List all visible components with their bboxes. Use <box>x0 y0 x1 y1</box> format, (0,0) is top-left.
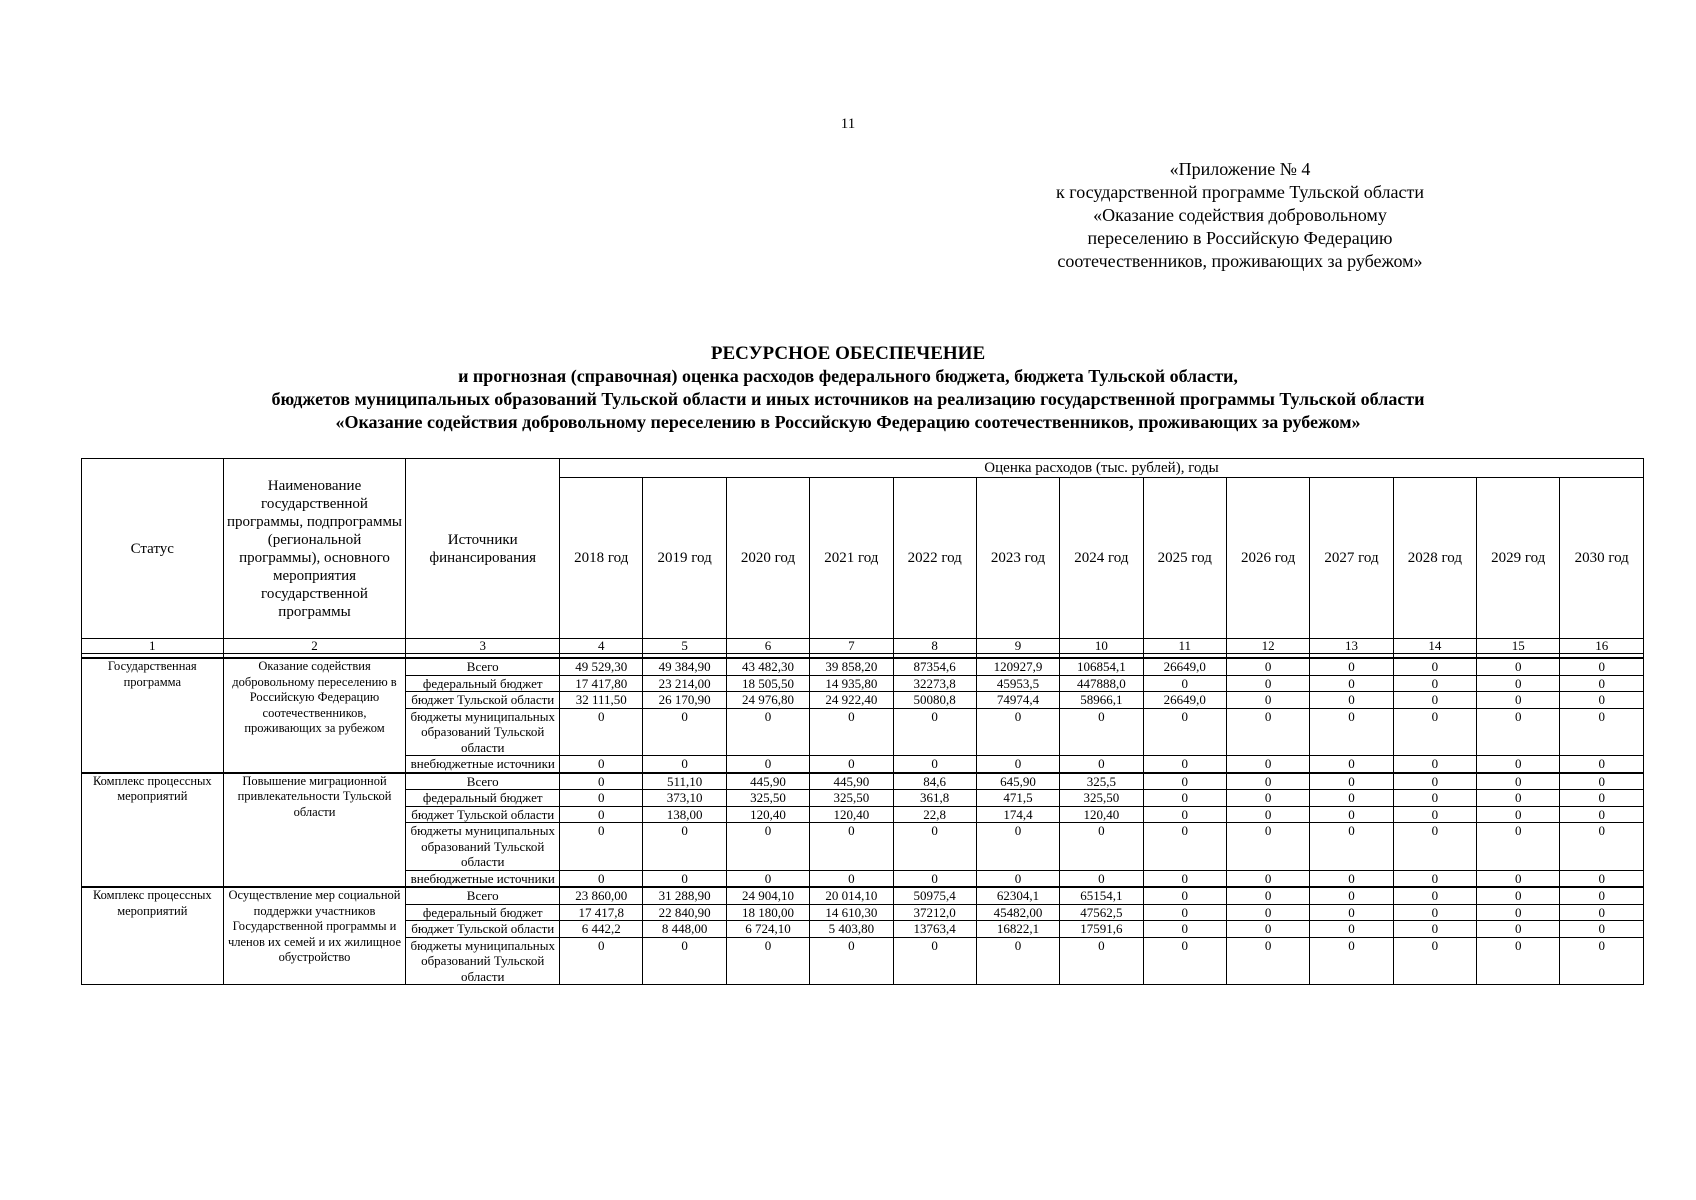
value-cell: 0 <box>1143 870 1226 887</box>
value-cell: 23 860,00 <box>560 887 643 904</box>
source-cell: Всего <box>406 773 560 790</box>
value-cell: 6 442,2 <box>560 921 643 938</box>
column-number: 5 <box>643 639 726 654</box>
value-cell: 445,90 <box>726 773 809 790</box>
value-cell: 106854,1 <box>1060 658 1143 675</box>
value-cell: 325,50 <box>726 790 809 807</box>
value-cell: 39 858,20 <box>810 658 893 675</box>
value-cell: 0 <box>1143 904 1226 921</box>
value-cell: 0 <box>1477 921 1560 938</box>
value-cell: 447888,0 <box>1060 675 1143 692</box>
value-cell: 120927,9 <box>976 658 1059 675</box>
value-cell: 26649,0 <box>1143 692 1226 709</box>
source-cell: федеральный бюджет <box>406 904 560 921</box>
value-cell: 0 <box>1060 708 1143 756</box>
value-cell: 0 <box>1477 823 1560 871</box>
header-estimate: Оценка расходов (тыс. рублей), годы <box>560 459 1644 478</box>
value-cell: 0 <box>893 708 976 756</box>
source-cell: федеральный бюджет <box>406 790 560 807</box>
value-cell: 18 505,50 <box>726 675 809 692</box>
table-row <box>82 658 1644 675</box>
value-cell: 5 403,80 <box>810 921 893 938</box>
value-cell: 0 <box>1560 870 1644 887</box>
appendix-line: соотечественников, проживающих за рубежом» <box>1057 251 1423 271</box>
value-cell: 0 <box>1393 937 1476 985</box>
value-cell: 0 <box>1477 756 1560 773</box>
value-cell: 22 840,90 <box>643 904 726 921</box>
resource-table <box>81 458 1644 985</box>
value-cell: 0 <box>1060 756 1143 773</box>
value-cell: 14 935,80 <box>810 675 893 692</box>
value-cell: 0 <box>1143 937 1226 985</box>
header-year: 2019 год <box>643 478 726 639</box>
value-cell: 120,40 <box>1060 806 1143 823</box>
header-name: Наименование государственной программы, подпрограммы (региональной программы), основного мероприятия государственной программы <box>223 459 406 639</box>
value-cell: 0 <box>1393 823 1476 871</box>
value-cell: 0 <box>1226 773 1309 790</box>
value-cell: 645,90 <box>976 773 1059 790</box>
value-cell: 0 <box>1393 773 1476 790</box>
value-cell: 138,00 <box>643 806 726 823</box>
value-cell: 20 014,10 <box>810 887 893 904</box>
value-cell: 0 <box>726 937 809 985</box>
source-cell: бюджет Тульской области <box>406 692 560 709</box>
title-main: РЕСУРСНОЕ ОБЕСПЕЧЕНИЕ <box>710 343 986 364</box>
value-cell: 0 <box>976 708 1059 756</box>
value-cell: 0 <box>1477 773 1560 790</box>
value-cell: 0 <box>1393 870 1476 887</box>
value-cell: 0 <box>1310 708 1393 756</box>
title-line: и прогнозная (справочная) оценка расходов федерального бюджета, бюджета Тульской области, <box>458 366 1238 386</box>
value-cell: 0 <box>1310 658 1393 675</box>
source-cell: внебюджетные источники <box>406 870 560 887</box>
column-number: 10 <box>1060 639 1143 654</box>
value-cell: 0 <box>1143 708 1226 756</box>
value-cell: 62304,1 <box>976 887 1059 904</box>
value-cell: 0 <box>1560 756 1644 773</box>
value-cell: 0 <box>560 806 643 823</box>
value-cell: 0 <box>1060 823 1143 871</box>
value-cell: 0 <box>1226 692 1309 709</box>
title-line: «Оказание содействия добровольному переселению в Российскую Федерацию соотечественников, проживающих за рубежом» <box>335 412 1361 432</box>
value-cell: 0 <box>643 756 726 773</box>
value-cell: 0 <box>560 756 643 773</box>
value-cell: 0 <box>893 870 976 887</box>
value-cell: 0 <box>1310 887 1393 904</box>
value-cell: 0 <box>1310 806 1393 823</box>
source-cell: бюджеты муниципальных образований Тульской области <box>406 708 560 756</box>
value-cell: 50975,4 <box>893 887 976 904</box>
appendix-line: к государственной программе Тульской области <box>1056 182 1424 202</box>
value-cell: 0 <box>1310 823 1393 871</box>
column-number: 11 <box>1143 639 1226 654</box>
value-cell: 0 <box>1143 921 1226 938</box>
value-cell: 325,5 <box>1060 773 1143 790</box>
page-number: 11 <box>840 116 856 132</box>
value-cell: 0 <box>1060 870 1143 887</box>
value-cell: 37212,0 <box>893 904 976 921</box>
value-cell: 32273,8 <box>893 675 976 692</box>
value-cell: 13763,4 <box>893 921 976 938</box>
appendix-line: переселению в Российскую Федерацию <box>1087 228 1393 248</box>
document-title <box>0 342 1696 434</box>
source-cell: внебюджетные источники <box>406 756 560 773</box>
column-number: 1 <box>82 639 224 654</box>
value-cell: 0 <box>1143 887 1226 904</box>
header-year: 2021 год <box>810 478 893 639</box>
value-cell: 0 <box>1477 937 1560 985</box>
value-cell: 0 <box>1226 790 1309 807</box>
value-cell: 0 <box>1226 870 1309 887</box>
column-number: 16 <box>1560 639 1644 654</box>
value-cell: 0 <box>1560 675 1644 692</box>
value-cell: 0 <box>1477 870 1560 887</box>
value-cell: 0 <box>1393 708 1476 756</box>
value-cell: 24 976,80 <box>726 692 809 709</box>
column-number: 7 <box>810 639 893 654</box>
program-name-cell: Осуществление мер социальной поддержки участников Государственной программы и членов их семей и их жилищное обустройство <box>223 887 406 985</box>
value-cell: 45482,00 <box>976 904 1059 921</box>
column-number: 15 <box>1477 639 1560 654</box>
value-cell: 0 <box>1560 806 1644 823</box>
value-cell: 0 <box>1226 904 1309 921</box>
value-cell: 0 <box>1226 823 1309 871</box>
value-cell: 0 <box>1226 937 1309 985</box>
value-cell: 50080,8 <box>893 692 976 709</box>
column-number: 12 <box>1226 639 1309 654</box>
value-cell: 0 <box>1226 658 1309 675</box>
value-cell: 0 <box>726 870 809 887</box>
value-cell: 0 <box>976 823 1059 871</box>
value-cell: 120,40 <box>810 806 893 823</box>
header-status: Статус <box>82 459 224 639</box>
value-cell: 0 <box>976 870 1059 887</box>
source-cell: Всего <box>406 887 560 904</box>
value-cell: 0 <box>1310 756 1393 773</box>
value-cell: 0 <box>1560 708 1644 756</box>
source-cell: Всего <box>406 658 560 675</box>
header-year: 2028 год <box>1393 478 1476 639</box>
value-cell: 22,8 <box>893 806 976 823</box>
value-cell: 0 <box>1060 937 1143 985</box>
value-cell: 120,40 <box>726 806 809 823</box>
header-year: 2026 год <box>1226 478 1309 639</box>
value-cell: 26649,0 <box>1143 658 1226 675</box>
value-cell: 0 <box>643 823 726 871</box>
value-cell: 0 <box>1560 904 1644 921</box>
value-cell: 0 <box>1226 887 1309 904</box>
value-cell: 0 <box>1477 658 1560 675</box>
value-cell: 0 <box>1393 692 1476 709</box>
value-cell: 0 <box>726 756 809 773</box>
value-cell: 0 <box>1560 823 1644 871</box>
status-cell: Комплекс процессных мероприятий <box>82 773 224 888</box>
value-cell: 0 <box>893 756 976 773</box>
value-cell: 0 <box>893 823 976 871</box>
value-cell: 18 180,00 <box>726 904 809 921</box>
value-cell: 32 111,50 <box>560 692 643 709</box>
value-cell: 26 170,90 <box>643 692 726 709</box>
value-cell: 16822,1 <box>976 921 1059 938</box>
value-cell: 45953,5 <box>976 675 1059 692</box>
value-cell: 6 724,10 <box>726 921 809 938</box>
value-cell: 471,5 <box>976 790 1059 807</box>
value-cell: 14 610,30 <box>810 904 893 921</box>
status-cell: Государственная программа <box>82 658 224 773</box>
value-cell: 17 417,8 <box>560 904 643 921</box>
header-year: 2020 год <box>726 478 809 639</box>
status-cell: Комплекс процессных мероприятий <box>82 887 224 985</box>
value-cell: 84,6 <box>893 773 976 790</box>
value-cell: 0 <box>1393 658 1476 675</box>
value-cell: 0 <box>1310 692 1393 709</box>
column-number-row <box>82 639 1644 654</box>
column-number: 3 <box>406 639 560 654</box>
value-cell: 0 <box>1393 756 1476 773</box>
value-cell: 0 <box>1477 806 1560 823</box>
value-cell: 0 <box>1310 773 1393 790</box>
source-cell: бюджеты муниципальных образований Тульской области <box>406 937 560 985</box>
column-number: 4 <box>560 639 643 654</box>
value-cell: 0 <box>1477 790 1560 807</box>
value-cell: 17 417,80 <box>560 675 643 692</box>
value-cell: 58966,1 <box>1060 692 1143 709</box>
value-cell: 24 922,40 <box>810 692 893 709</box>
value-cell: 0 <box>1310 870 1393 887</box>
value-cell: 87354,6 <box>893 658 976 675</box>
value-cell: 24 904,10 <box>726 887 809 904</box>
value-cell: 0 <box>1477 692 1560 709</box>
value-cell: 325,50 <box>1060 790 1143 807</box>
header-year: 2025 год <box>1143 478 1226 639</box>
column-number: 2 <box>223 639 406 654</box>
value-cell: 49 529,30 <box>560 658 643 675</box>
header-year: 2027 год <box>1310 478 1393 639</box>
value-cell: 0 <box>976 756 1059 773</box>
value-cell: 65154,1 <box>1060 887 1143 904</box>
value-cell: 0 <box>1310 675 1393 692</box>
value-cell: 0 <box>1393 904 1476 921</box>
title-line: бюджетов муниципальных образований Тульской области и иных источников на реализацию государственной программы Тульской области <box>271 389 1425 409</box>
header-year: 2030 год <box>1560 478 1644 639</box>
value-cell: 0 <box>1226 708 1309 756</box>
value-cell: 0 <box>893 937 976 985</box>
value-cell: 0 <box>560 708 643 756</box>
value-cell: 0 <box>1560 658 1644 675</box>
value-cell: 0 <box>560 790 643 807</box>
value-cell: 0 <box>1393 790 1476 807</box>
value-cell: 511,10 <box>643 773 726 790</box>
value-cell: 0 <box>1560 937 1644 985</box>
source-cell: федеральный бюджет <box>406 675 560 692</box>
value-cell: 0 <box>1143 823 1226 871</box>
value-cell: 0 <box>1477 675 1560 692</box>
appendix-note <box>1040 158 1440 273</box>
value-cell: 0 <box>560 937 643 985</box>
program-name-cell: Повышение миграционной привлекательности Тульской области <box>223 773 406 888</box>
value-cell: 17591,6 <box>1060 921 1143 938</box>
value-cell: 31 288,90 <box>643 887 726 904</box>
value-cell: 43 482,30 <box>726 658 809 675</box>
value-cell: 23 214,00 <box>643 675 726 692</box>
value-cell: 0 <box>1477 887 1560 904</box>
header-year: 2024 год <box>1060 478 1143 639</box>
value-cell: 0 <box>810 756 893 773</box>
header-sources: Источники финансирования <box>406 459 560 639</box>
value-cell: 0 <box>1143 756 1226 773</box>
value-cell: 0 <box>1143 806 1226 823</box>
value-cell: 0 <box>1226 806 1309 823</box>
header-year: 2029 год <box>1477 478 1560 639</box>
value-cell: 0 <box>643 708 726 756</box>
value-cell: 0 <box>1560 790 1644 807</box>
value-cell: 0 <box>1226 675 1309 692</box>
value-cell: 0 <box>1143 675 1226 692</box>
value-cell: 47562,5 <box>1060 904 1143 921</box>
column-number: 13 <box>1310 639 1393 654</box>
value-cell: 0 <box>1393 806 1476 823</box>
value-cell: 74974,4 <box>976 692 1059 709</box>
source-cell: бюджет Тульской области <box>406 806 560 823</box>
value-cell: 325,50 <box>810 790 893 807</box>
value-cell: 0 <box>976 937 1059 985</box>
value-cell: 0 <box>560 773 643 790</box>
value-cell: 0 <box>1393 675 1476 692</box>
program-name-cell: Оказание содействия добровольному переселению в Российскую Федерацию соотечественников, проживающих за рубежом <box>223 658 406 773</box>
value-cell: 174,4 <box>976 806 1059 823</box>
value-cell: 0 <box>1560 921 1644 938</box>
value-cell: 0 <box>726 823 809 871</box>
value-cell: 0 <box>726 708 809 756</box>
value-cell: 0 <box>1393 887 1476 904</box>
table-row <box>82 887 1644 904</box>
table-body <box>82 654 1644 985</box>
column-number: 6 <box>726 639 809 654</box>
value-cell: 0 <box>1560 773 1644 790</box>
value-cell: 0 <box>1310 790 1393 807</box>
value-cell: 0 <box>1477 904 1560 921</box>
value-cell: 8 448,00 <box>643 921 726 938</box>
value-cell: 373,10 <box>643 790 726 807</box>
appendix-line: «Приложение № 4 <box>1169 159 1311 179</box>
value-cell: 49 384,90 <box>643 658 726 675</box>
value-cell: 0 <box>1310 921 1393 938</box>
value-cell: 445,90 <box>810 773 893 790</box>
value-cell: 361,8 <box>893 790 976 807</box>
source-cell: бюджет Тульской области <box>406 921 560 938</box>
value-cell: 0 <box>810 870 893 887</box>
value-cell: 0 <box>643 870 726 887</box>
header-year: 2018 год <box>560 478 643 639</box>
table-row <box>82 773 1644 790</box>
value-cell: 0 <box>560 870 643 887</box>
value-cell: 0 <box>1560 887 1644 904</box>
value-cell: 0 <box>810 708 893 756</box>
appendix-line: «Оказание содействия добровольному <box>1093 205 1387 225</box>
header-year: 2022 год <box>893 478 976 639</box>
value-cell: 0 <box>810 823 893 871</box>
value-cell: 0 <box>1560 692 1644 709</box>
column-number: 8 <box>893 639 976 654</box>
value-cell: 0 <box>1310 937 1393 985</box>
column-number: 9 <box>976 639 1059 654</box>
column-number: 14 <box>1393 639 1476 654</box>
value-cell: 0 <box>560 823 643 871</box>
value-cell: 0 <box>1310 904 1393 921</box>
value-cell: 0 <box>810 937 893 985</box>
value-cell: 0 <box>1226 921 1309 938</box>
value-cell: 0 <box>643 937 726 985</box>
value-cell: 0 <box>1226 756 1309 773</box>
value-cell: 0 <box>1143 790 1226 807</box>
value-cell: 0 <box>1477 708 1560 756</box>
source-cell: бюджеты муниципальных образований Тульской области <box>406 823 560 871</box>
header-year: 2023 год <box>976 478 1059 639</box>
value-cell: 0 <box>1143 773 1226 790</box>
value-cell: 0 <box>1393 921 1476 938</box>
